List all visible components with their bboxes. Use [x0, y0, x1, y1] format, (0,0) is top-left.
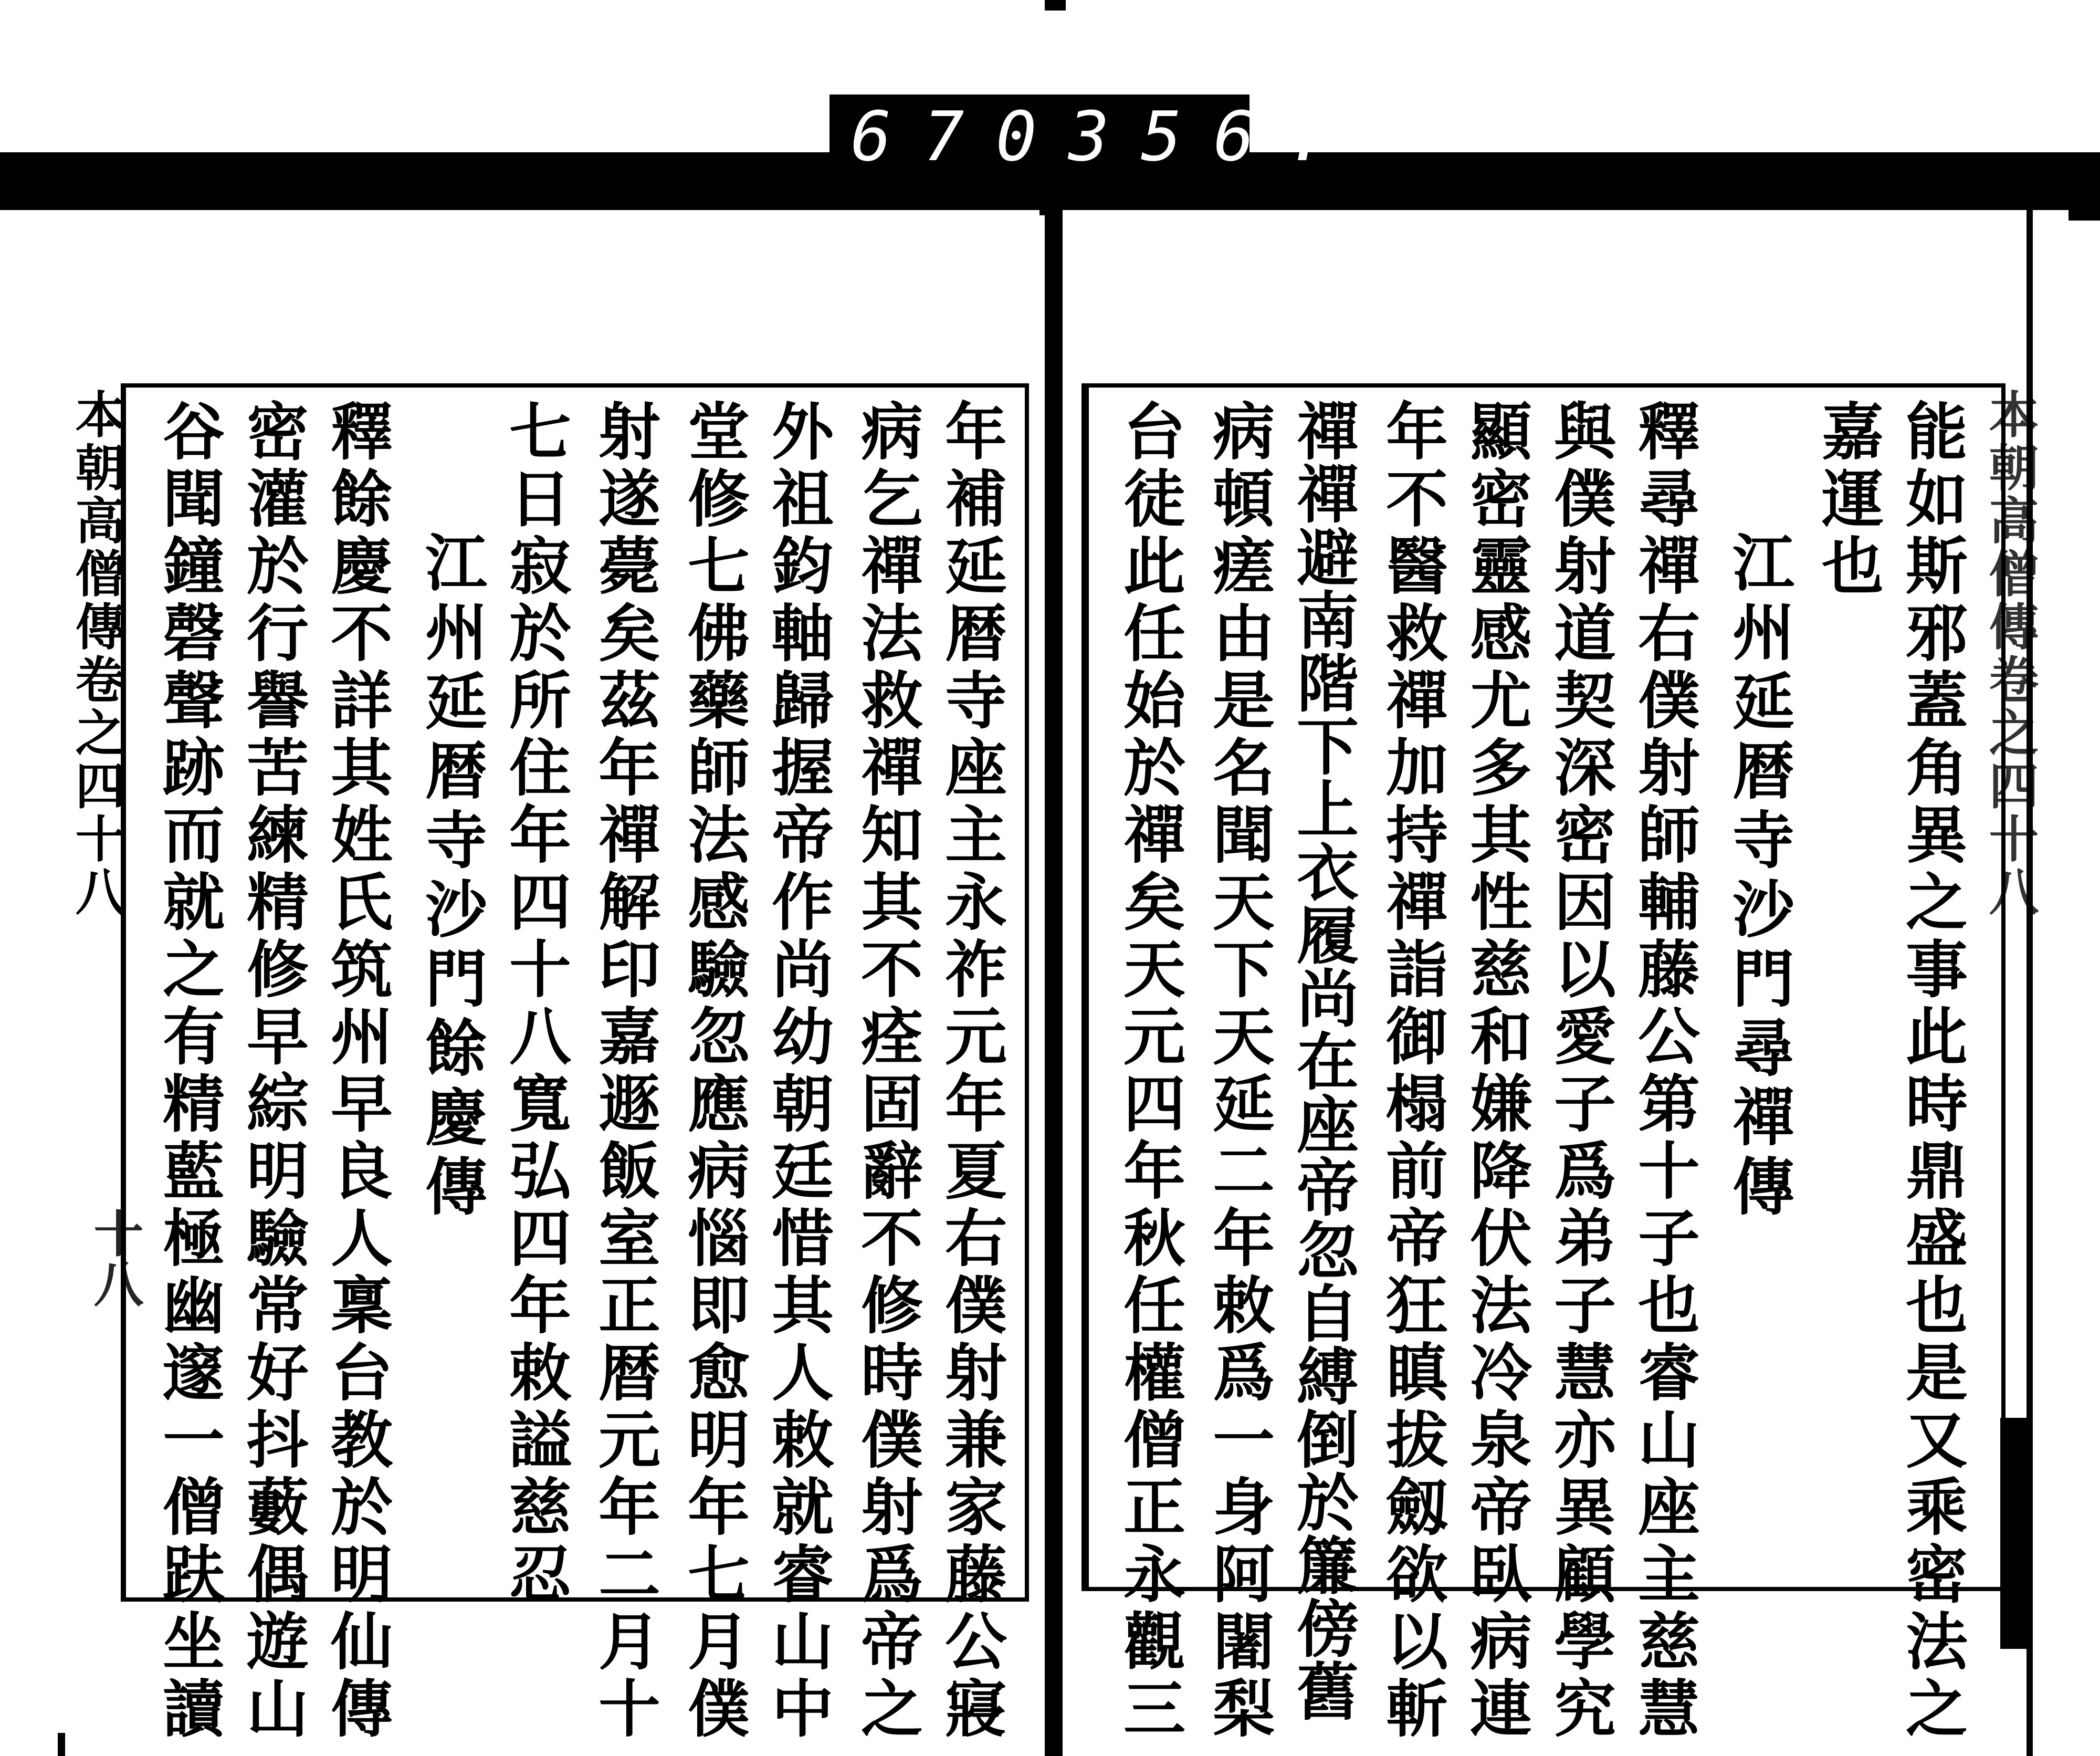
right-col-1: 能如斯邪蓋角異之事此時鼎盛也是又乘密法之	[1895, 399, 1968, 1743]
left-col-4: 堂修七佛藥師法感驗忽應病惱即愈明年七月僕	[677, 399, 750, 1743]
right-col-9: 病頓瘥由是名聞天下天延二年敕爲一身阿闍梨	[1202, 399, 1275, 1743]
book-gutter	[1045, 184, 1063, 1756]
left-col-7-heading: 江州延暦寺沙門餘慶傳	[415, 530, 488, 1224]
left-margin-title	[60, 389, 123, 1544]
film-number-label	[830, 95, 1359, 179]
film-frame-number: 356.	[1068, 97, 1359, 176]
left-margin-title-text: 本朝高僧傳卷之四十八	[67, 389, 125, 919]
top-registration-mark	[1045, 0, 1066, 11]
right-col-3-heading: 江州延暦寺沙門尋禪傳	[1722, 530, 1795, 1224]
right-margin-title-text: 本朝高僧傳卷之四十八	[1981, 389, 2039, 919]
left-col-2: 病乞禪法救禪知其不痊固辭不修時僕射爲帝之	[850, 399, 923, 1743]
right-margin-title	[1981, 389, 2039, 1281]
right-col-8: 禪禪避南階下上衣履尚在座帝忽自縛倒於簾傍舊	[1286, 399, 1359, 1722]
right-col-4: 釋尋禪右僕射師輔藤公第十子也睿山座主慈慧	[1628, 399, 1700, 1743]
right-outer-mark	[2068, 158, 2100, 221]
left-page-edge	[0, 210, 65, 1756]
right-col-2: 嘉運也	[1811, 399, 1884, 601]
right-col-5: 與僕射道契深密因以愛子爲弟子慧亦異顧學究	[1544, 399, 1616, 1743]
film-reel-number: 670	[850, 97, 1068, 176]
right-col-7: 年不醫救禪加持禪詣御榻前帝狂瞋拔劔欲以斬	[1376, 399, 1448, 1743]
left-col-1: 年補延暦寺座主永祚元年夏右僕射兼家藤公寢	[934, 399, 1007, 1743]
left-margin-folio: 十八	[86, 1208, 144, 1308]
left-col-6: 七日寂於所住年四十八寬弘四年敕謚慈忍	[499, 399, 572, 1609]
left-col-8: 釋餘慶不詳其姓氏筑州早良人稟台教於明仙傳	[320, 399, 393, 1743]
left-col-3: 外祖鈞軸歸握帝作尚幼朝廷惜其人敕就睿山中	[761, 399, 834, 1743]
right-col-10: 台徒此任始於禪矣天元四年秋任權僧正永觀三	[1113, 399, 1186, 1743]
left-col-5: 射遂薨矣茲年禪解印嘉遯飯室正暦元年二月十	[588, 399, 661, 1743]
right-col-6: 顯密靈感尤多其性慈和嫌降伏法冷泉帝臥病連	[1460, 399, 1532, 1743]
left-col-10: 谷聞鐘磬聲跡而就之有精藍極幽邃一僧趺坐讀	[152, 399, 225, 1743]
left-col-9: 密灌於行譽苦練精修早綜明驗常好抖藪偶遊山	[236, 399, 309, 1743]
